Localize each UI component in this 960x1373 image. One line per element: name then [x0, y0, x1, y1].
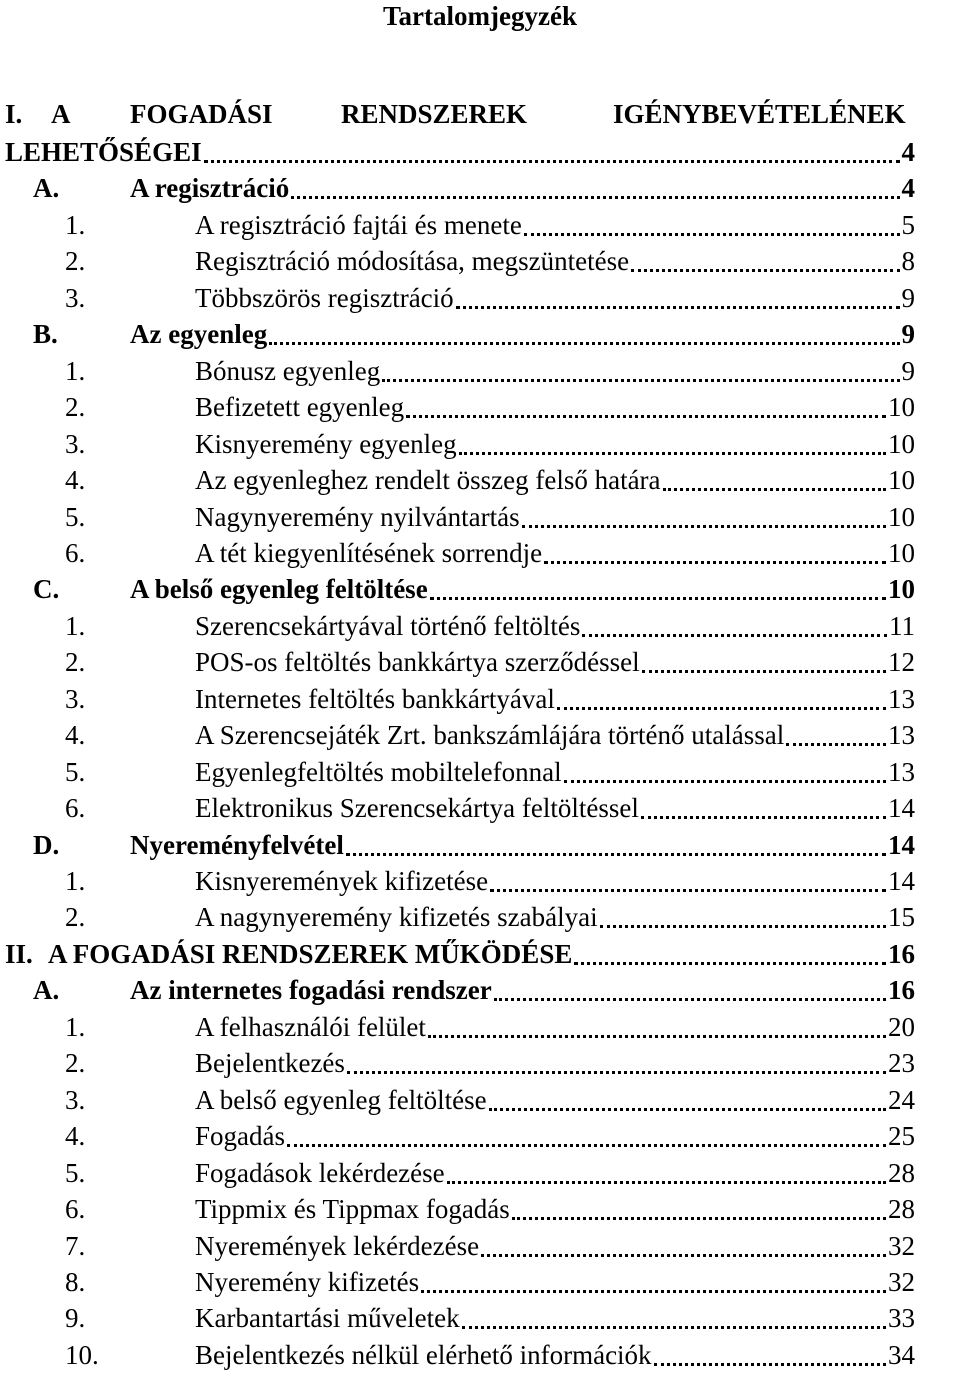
- toc-entry-page-number: 5: [901, 209, 915, 240]
- toc-entry-number: 10.: [65, 1339, 99, 1370]
- toc-entry[interactable]: [0, 754, 960, 790]
- toc-entry-number: 1.: [65, 209, 86, 240]
- dot-leader: [544, 561, 886, 564]
- dot-leader: [642, 670, 886, 673]
- toc-entry[interactable]: [0, 243, 960, 279]
- toc-entry-label: A regisztráció: [130, 173, 290, 204]
- toc-entry-number: 2.: [65, 647, 86, 678]
- dot-leader: [512, 1217, 886, 1220]
- dot-leader: [481, 1254, 886, 1257]
- toc-entry[interactable]: [0, 207, 960, 243]
- dot-leader: [494, 998, 886, 1001]
- toc-entry-number: 2.: [65, 392, 86, 423]
- toc-entry-number: 6.: [65, 1194, 86, 1225]
- toc-entry[interactable]: [0, 499, 960, 535]
- toc-entry[interactable]: [0, 1300, 960, 1336]
- toc-entry[interactable]: [0, 426, 960, 462]
- toc-entry-page-number: 28: [888, 1194, 915, 1225]
- toc-entry[interactable]: [0, 1082, 960, 1118]
- toc-entry-page-number: 9: [901, 355, 915, 386]
- toc-entry-label: A tét kiegyenlítésének sorrendje: [195, 537, 543, 568]
- toc-entry-label: Nyeremény kifizetés: [195, 1266, 420, 1297]
- toc-entry-label: Nyeremények lekérdezése: [195, 1230, 480, 1261]
- toc-entry[interactable]: [0, 535, 960, 571]
- dot-leader: [346, 853, 886, 856]
- toc-entry[interactable]: [0, 170, 960, 206]
- toc-entry[interactable]: [0, 389, 960, 425]
- toc-entry-label: LEHETŐSÉGEI: [5, 137, 202, 167]
- dot-leader: [204, 160, 900, 163]
- toc-entry-number: 3.: [65, 282, 86, 313]
- toc-entry-number: 9.: [65, 1303, 86, 1334]
- toc-entry-page-number: 8: [901, 246, 915, 277]
- toc-entry-label: Többszörös regisztráció: [195, 282, 454, 313]
- toc-entry-page-number: 10: [888, 465, 915, 496]
- toc-entry[interactable]: [0, 1155, 960, 1191]
- toc-entry-number: D.: [33, 829, 60, 860]
- toc-entry-page-number: 13: [888, 683, 915, 714]
- toc-entry[interactable]: [0, 790, 960, 826]
- toc-entry-label: Bejelentkezés: [195, 1048, 345, 1079]
- toc-entry-label: Tippmix és Tippmax fogadás: [195, 1194, 510, 1225]
- toc-entry-label: A belső egyenleg feltöltése: [130, 574, 428, 605]
- toc-entry-number: A.: [33, 975, 60, 1006]
- dot-leader: [287, 1144, 886, 1147]
- dot-leader: [421, 1290, 886, 1293]
- toc-entry[interactable]: [0, 1009, 960, 1045]
- dot-leader: [489, 1108, 886, 1111]
- dot-leader: [447, 1181, 886, 1184]
- toc-entry-number: II.: [5, 938, 33, 969]
- toc-entry-page-number: 9: [901, 319, 915, 350]
- toc-entry-label: Nagynyeremény nyilvántartás: [195, 501, 520, 532]
- toc-entry-label: Egyenlegfeltöltés mobiltelefonnal: [195, 756, 562, 787]
- toc-entry-label: Fogadások lekérdezése: [195, 1157, 445, 1188]
- toc-entry[interactable]: [0, 1228, 960, 1264]
- toc-entry-number: 5.: [65, 1157, 86, 1188]
- toc-entry[interactable]: [0, 462, 960, 498]
- toc-entry[interactable]: [0, 1045, 960, 1081]
- toc-entry-page-number: 10: [888, 537, 915, 568]
- toc-entry-label: A Szerencsejáték Zrt. bankszámlájára történő utalással: [195, 720, 785, 751]
- toc-entry-page-number: 33: [888, 1303, 915, 1334]
- toc-entry[interactable]: [0, 717, 960, 753]
- dot-leader: [574, 962, 886, 965]
- toc-entry-label: A regisztráció fajtái és menete: [195, 209, 522, 240]
- dot-leader: [269, 342, 899, 345]
- dot-leader: [347, 1071, 886, 1074]
- toc-entry-page-number: 25: [888, 1121, 915, 1152]
- dot-leader: [462, 1326, 886, 1329]
- toc-entry-page-number: 10: [888, 428, 915, 459]
- toc-entry-label: Karbantartási műveletek: [195, 1303, 460, 1334]
- toc-entry-label: POS-os feltöltés bankkártya szerződéssel: [195, 647, 640, 678]
- toc-entry-number: 1.: [65, 610, 86, 641]
- toc-entry-page-number: 10: [888, 574, 915, 605]
- dot-leader: [291, 196, 899, 199]
- dot-leader: [428, 1035, 886, 1038]
- toc-entry[interactable]: [0, 1337, 960, 1373]
- toc-entry-number: 4.: [65, 720, 86, 751]
- toc-entry[interactable]: [0, 863, 960, 899]
- dot-leader: [557, 707, 886, 710]
- toc-entry[interactable]: [0, 827, 960, 863]
- toc-entry-number: 8.: [65, 1266, 86, 1297]
- toc-entry-label: A belső egyenleg feltöltése: [195, 1084, 487, 1115]
- toc-entry[interactable]: [0, 134, 960, 170]
- toc-heading-first-line: [5, 96, 917, 132]
- dot-leader: [382, 379, 899, 382]
- toc-entry-page-number: 14: [888, 829, 915, 860]
- toc-entry-page-number: 32: [888, 1266, 915, 1297]
- toc-entry-number: 6.: [65, 793, 86, 824]
- heading-part: I.: [5, 99, 23, 129]
- dot-leader: [490, 889, 886, 892]
- toc-entry[interactable]: [0, 1264, 960, 1300]
- toc-entry-number: 1.: [65, 355, 86, 386]
- toc-entry[interactable]: [0, 899, 960, 935]
- toc-entry-label: Az egyenleg: [130, 319, 268, 350]
- toc-entry-page-number: 24: [888, 1084, 915, 1115]
- dot-leader: [430, 597, 886, 600]
- toc-entry-page-number: 4: [901, 173, 915, 204]
- page-title: Tartalomjegyzék: [383, 1, 577, 31]
- toc-entry-label: Szerencsekártyával történő feltöltés: [195, 610, 581, 641]
- toc-entry-label: A felhasználói felület: [195, 1011, 426, 1042]
- toc-entry-label: A nagynyeremény kifizetés szabályai: [195, 902, 598, 933]
- toc-entry-number: C.: [33, 574, 60, 605]
- toc-entry-page-number: 14: [888, 793, 915, 824]
- dot-leader: [582, 634, 887, 637]
- toc-entry-page-number: 10: [888, 392, 915, 423]
- toc-entry[interactable]: [0, 571, 960, 607]
- toc-entry-number: 3.: [65, 428, 86, 459]
- toc-entry-label: Kisnyeremények kifizetése: [195, 866, 489, 896]
- toc-entry[interactable]: [0, 353, 960, 389]
- toc-entry-label: Internetes feltöltés bankkártyával: [195, 683, 555, 714]
- toc-entry-label: Az egyenleghez rendelt összeg felső határa: [195, 465, 661, 496]
- toc-entry[interactable]: [0, 1118, 960, 1154]
- dot-leader: [459, 452, 886, 455]
- toc-entry-label: Fogadás: [195, 1121, 285, 1152]
- toc-entry-page-number: 23: [888, 1048, 915, 1079]
- dot-leader: [631, 269, 899, 272]
- toc-entry-label: Regisztráció módosítása, megszüntetése: [195, 246, 630, 277]
- toc-entry[interactable]: [0, 644, 960, 680]
- toc-entry-number: 5.: [65, 501, 86, 532]
- toc-entry-number: 4.: [65, 465, 86, 496]
- heading-part: A: [51, 99, 71, 129]
- dot-leader: [522, 525, 886, 528]
- dot-leader: [600, 925, 886, 928]
- toc-entry[interactable]: [0, 1191, 960, 1227]
- toc-entry-number: A.: [33, 173, 60, 204]
- toc-entry-label: Bejelentkezés nélkül elérhető információk: [195, 1339, 652, 1370]
- toc-entry-page-number: 15: [888, 902, 915, 933]
- toc-entry-page-number: 28: [888, 1157, 915, 1188]
- toc-entry-page-number: 11: [889, 610, 915, 641]
- dot-leader: [663, 488, 886, 491]
- toc-entry-page-number: 32: [888, 1230, 915, 1261]
- toc-entry-page-number: 16: [888, 975, 915, 1006]
- dot-leader: [641, 816, 886, 819]
- toc-entry-number: 7.: [65, 1230, 86, 1261]
- toc-entry-page-number: 13: [888, 720, 915, 751]
- dot-leader: [564, 780, 886, 783]
- toc-entry-number: 5.: [65, 756, 86, 787]
- heading-part: IGÉNYBEVÉTELÉNEK: [613, 99, 906, 129]
- toc-entry-label: Elektronikus Szerencsekártya feltöltéssel: [195, 793, 639, 824]
- heading-part: RENDSZEREK: [341, 99, 528, 129]
- heading-part: FOGADÁSI: [130, 99, 273, 129]
- toc-entry-label: Kisnyeremény egyenleg: [195, 428, 457, 459]
- toc-entry-page-number: 16: [888, 938, 915, 969]
- toc-entry-page-number: 13: [888, 756, 915, 787]
- toc-entry-number: 2.: [65, 1048, 86, 1079]
- toc-entry-page-number: 20: [888, 1011, 915, 1042]
- toc-entry-number: 4.: [65, 1121, 86, 1152]
- toc-entry-page-number: 4: [901, 137, 915, 167]
- toc-entry-page-number: 10: [888, 501, 915, 532]
- toc-entry-number: 3.: [65, 1084, 86, 1115]
- toc-entry-label: Nyereményfelvétel: [130, 829, 344, 860]
- dot-leader: [456, 306, 900, 309]
- toc-entry-page-number: 9: [901, 282, 915, 313]
- toc-entry-label: A FOGADÁSI RENDSZEREK MŰKÖDÉSE: [48, 938, 573, 969]
- toc-entry-number: 1.: [65, 1011, 86, 1042]
- toc-entry-page-number: 14: [888, 866, 915, 896]
- toc-entry-label: Bónusz egyenleg: [195, 355, 381, 386]
- toc-entry-page-number: 12: [888, 647, 915, 678]
- toc-entry[interactable]: [0, 608, 960, 644]
- toc-entry-number: 6.: [65, 537, 86, 568]
- dot-leader: [524, 233, 900, 236]
- toc-entry-label: Az internetes fogadási rendszer: [130, 975, 492, 1006]
- toc-entry-label: Befizetett egyenleg: [195, 392, 405, 423]
- toc-entry[interactable]: [0, 316, 960, 352]
- toc-entry-page-number: 34: [888, 1339, 915, 1370]
- dot-leader: [406, 415, 886, 418]
- dot-leader: [654, 1363, 886, 1366]
- dot-leader: [786, 743, 886, 746]
- toc-entry-number: 2.: [65, 902, 86, 933]
- toc-entry[interactable]: [0, 280, 960, 316]
- toc-entry[interactable]: [0, 936, 960, 972]
- toc-entry-number: 1.: [65, 866, 86, 896]
- toc-entry[interactable]: [0, 972, 960, 1008]
- toc-entry-number: B.: [33, 319, 58, 350]
- toc-entry[interactable]: [0, 681, 960, 717]
- toc-entry-number: 2.: [65, 246, 86, 277]
- toc-entry-number: 3.: [65, 683, 86, 714]
